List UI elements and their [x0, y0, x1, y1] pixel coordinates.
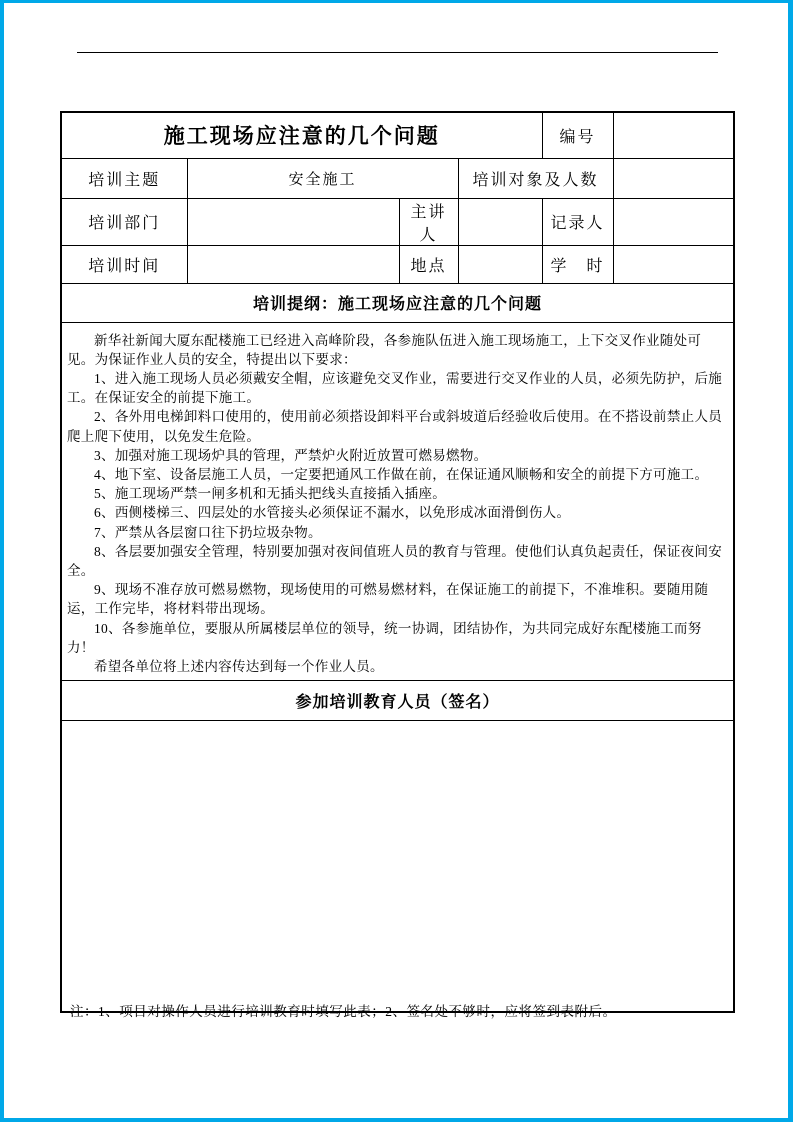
topic-value: 安全施工 [187, 158, 458, 198]
number-label: 编号 [542, 112, 613, 158]
form-title: 施工现场应注意的几个问题 [61, 112, 542, 158]
number-value [613, 112, 734, 158]
location-label: 地点 [399, 245, 458, 283]
location-value [458, 245, 542, 283]
signature-area [61, 721, 734, 1012]
outline-paragraph: 3、加强对施工现场炉具的管理，严禁炉火附近放置可燃易燃物。 [94, 447, 488, 463]
hours-value [613, 245, 734, 283]
signature-header-row [61, 681, 734, 721]
audience-label: 培训对象及人数 [458, 158, 613, 198]
lecturer-value [458, 198, 542, 245]
outline-paragraph: 5、施工现场严禁一闸多机和无插头把线头直接插入插座。 [94, 486, 447, 502]
outline-paragraph: 8、各层要加强安全管理，特别要加强对夜间值班人员的教育与管理。使他们认真负起责任，保证夜间安全。 [67, 543, 723, 578]
outline-paragraph: 希望各单位将上述内容传达到每一个作业人员。 [94, 658, 384, 674]
time-label: 培训时间 [61, 245, 187, 283]
department-row [61, 198, 734, 245]
signature-header: 参加培训教育人员（签名） [61, 681, 734, 721]
lecturer-label: 主讲人 [399, 198, 458, 245]
outline-header-row [61, 283, 734, 322]
recorder-value [613, 198, 734, 245]
training-record-table [60, 111, 735, 1013]
outline-paragraph: 9、现场不准存放可燃易燃物，现场使用的可燃易燃材料，在保证施工的前提下，不准堆积。要随用随运，工作完毕，将材料带出现场。 [67, 582, 709, 617]
topic-label: 培训主题 [61, 158, 187, 198]
department-value [187, 198, 399, 245]
footnote: 注：1、项目对操作人员进行培训教育时填写此表；2、签名处不够时，应将签到表附后。 [70, 1004, 617, 1019]
outline-header: 培训提纲：施工现场应注意的几个问题 [61, 283, 734, 322]
time-value [187, 245, 399, 283]
outline-paragraph: 1、进入施工现场人员必须戴安全帽，应该避免交叉作业，需要进行交叉作业的人员，必须先防护，后施工。在保证安全的前提下施工。 [67, 370, 723, 406]
outline-body [61, 322, 734, 681]
outline-paragraph: 新华社新闻大厦东配楼施工已经进入高峰阶段，各参施队伍进入施工现场施工，上下交叉作业随处可见。为保证作业人员的安全，特提出以下要求： [67, 332, 702, 367]
outline-paragraph: 2、各外用电梯卸料口使用的，使用前必须搭设卸料平台或斜坡道后经验收后使用。在不搭设前禁止人员爬上爬下使用，以免发生危险。 [67, 409, 723, 444]
outline-paragraph: 4、地下室、设备层施工人员，一定要把通风工作做在前，在保证通风顺畅和安全的前提下方可施工。 [94, 466, 709, 482]
hours-label: 学 时 [542, 245, 613, 283]
signature-area-row [61, 721, 734, 1012]
time-row [61, 245, 734, 283]
topic-row [61, 158, 734, 198]
outline-body-row [61, 322, 734, 681]
department-label: 培训部门 [61, 198, 187, 245]
audience-value [613, 158, 734, 198]
outline-paragraph: 6、西侧楼梯三、四层处的水管接头必须保证不漏水，以免形成冰面滑倒伤人。 [94, 505, 571, 521]
recorder-label: 记录人 [542, 198, 613, 245]
outline-paragraph: 7、严禁从各层窗口往下扔垃圾杂物。 [94, 524, 322, 540]
title-row [61, 112, 734, 158]
outline-paragraph: 10、各参施单位，要服从所属楼层单位的领导，统一协调，团结协作，为共同完成好东配楼施工而努力！ [67, 620, 702, 655]
header-rule [77, 52, 718, 53]
